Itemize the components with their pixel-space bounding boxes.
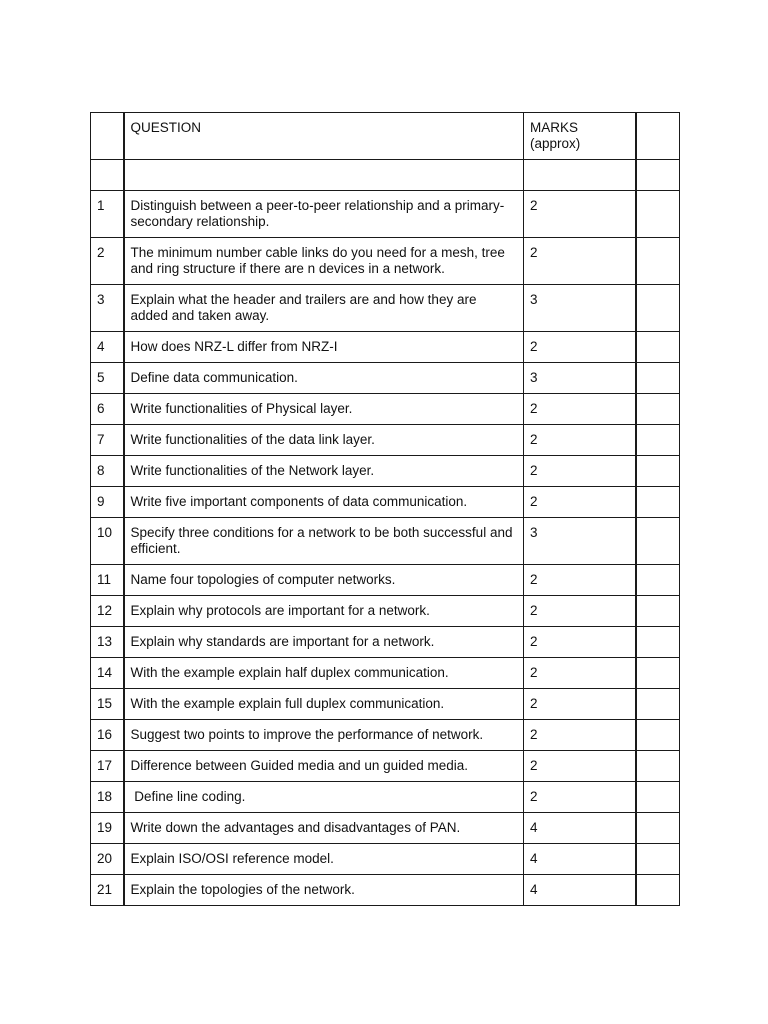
question-text: Explain why protocols are important for a network. [124,596,524,627]
table-row [91,875,680,906]
question-marks: 2 [524,627,636,658]
extra-cell [636,627,680,658]
table-row [91,285,680,332]
question-number: 11 [91,565,124,596]
question-marks: 2 [524,720,636,751]
table-row [91,689,680,720]
question-text: Difference between Guided media and un guided media. [124,751,524,782]
table-row [91,456,680,487]
question-number: 19 [91,813,124,844]
question-number: 14 [91,658,124,689]
question-number: 6 [91,394,124,425]
extra-cell [636,332,680,363]
table-row [91,518,680,565]
question-number: 12 [91,596,124,627]
table-row [91,596,680,627]
question-marks: 2 [524,456,636,487]
question-number: 21 [91,875,124,906]
question-number: 7 [91,425,124,456]
question-number: 8 [91,456,124,487]
table-row [91,565,680,596]
question-marks: 2 [524,658,636,689]
question-text: Write down the advantages and disadvantages of PAN. [124,813,524,844]
question-marks: 2 [524,782,636,813]
question-text: Write five important components of data communication. [124,487,524,518]
blank-cell [91,160,124,191]
question-text: With the example explain full duplex communication. [124,689,524,720]
question-text: Specify three conditions for a network to be both successful and efficient. [124,518,524,565]
question-marks: 2 [524,565,636,596]
extra-cell [636,425,680,456]
question-text: Define data communication. [124,363,524,394]
question-number: 18 [91,782,124,813]
question-text: Distinguish between a peer-to-peer relationship and a primary-secondary relationship. [124,191,524,238]
question-number: 16 [91,720,124,751]
extra-cell [636,813,680,844]
table-row [91,751,680,782]
extra-cell [636,191,680,238]
question-number: 17 [91,751,124,782]
extra-cell [636,518,680,565]
table-row [91,813,680,844]
table-row [91,191,680,238]
extra-cell [636,285,680,332]
blank-cell [124,160,524,191]
header-question-cell: QUESTION [124,113,524,160]
extra-cell [636,456,680,487]
question-marks: 4 [524,813,636,844]
question-text: With the example explain half duplex communication. [124,658,524,689]
table-row [91,238,680,285]
question-text: Write functionalities of Physical layer. [124,394,524,425]
blank-cell [636,160,680,191]
question-text: Name four topologies of computer networks. [124,565,524,596]
question-text: Explain why standards are important for a network. [124,627,524,658]
extra-cell [636,565,680,596]
question-text: Explain ISO/OSI reference model. [124,844,524,875]
question-text: Define line coding. [124,782,524,813]
question-number: 2 [91,238,124,285]
extra-cell [636,363,680,394]
question-marks: 2 [524,751,636,782]
extra-cell [636,875,680,906]
question-marks: 2 [524,487,636,518]
header-marks-label: MARKS [530,120,579,135]
extra-cell [636,238,680,285]
extra-cell [636,844,680,875]
question-text: Suggest two points to improve the performance of network. [124,720,524,751]
header-extra-cell [636,113,680,160]
question-number: 5 [91,363,124,394]
extra-cell [636,720,680,751]
question-marks: 2 [524,596,636,627]
extra-cell [636,658,680,689]
header-num-cell [91,113,124,160]
question-text: How does NRZ-L differ from NRZ-I [124,332,524,363]
table-row [91,844,680,875]
question-number: 4 [91,332,124,363]
question-text: Write functionalities of the data link layer. [124,425,524,456]
question-number: 15 [91,689,124,720]
table-row [91,363,680,394]
table-row [91,627,680,658]
question-marks: 2 [524,394,636,425]
question-marks: 4 [524,844,636,875]
table-row [91,658,680,689]
extra-cell [636,689,680,720]
extra-cell [636,782,680,813]
question-number: 9 [91,487,124,518]
extra-cell [636,596,680,627]
header-row [91,113,680,160]
question-number: 20 [91,844,124,875]
question-number: 10 [91,518,124,565]
question-text: Explain what the header and trailers are and how they are added and taken away. [124,285,524,332]
question-marks: 2 [524,332,636,363]
table-row [91,782,680,813]
question-marks: 3 [524,363,636,394]
question-marks: 2 [524,238,636,285]
question-text: The minimum number cable links do you need for a mesh, tree and ring structure if there are n devices in a network. [124,238,524,285]
extra-cell [636,394,680,425]
header-marks-note: (approx) [530,136,581,151]
question-number: 13 [91,627,124,658]
table-row [91,487,680,518]
question-marks: 3 [524,285,636,332]
question-marks: 4 [524,875,636,906]
question-marks: 2 [524,191,636,238]
question-text: Write functionalities of the Network layer. [124,456,524,487]
header-marks-cell [524,113,636,160]
question-number: 3 [91,285,124,332]
question-marks: 2 [524,689,636,720]
extra-cell [636,751,680,782]
question-marks: 3 [524,518,636,565]
question-number: 1 [91,191,124,238]
blank-row [91,160,680,191]
question-table [90,112,680,906]
question-marks: 2 [524,425,636,456]
table-row [91,394,680,425]
blank-cell [524,160,636,191]
table-row [91,425,680,456]
question-text: Explain the topologies of the network. [124,875,524,906]
extra-cell [636,487,680,518]
table-row [91,332,680,363]
table-row [91,720,680,751]
